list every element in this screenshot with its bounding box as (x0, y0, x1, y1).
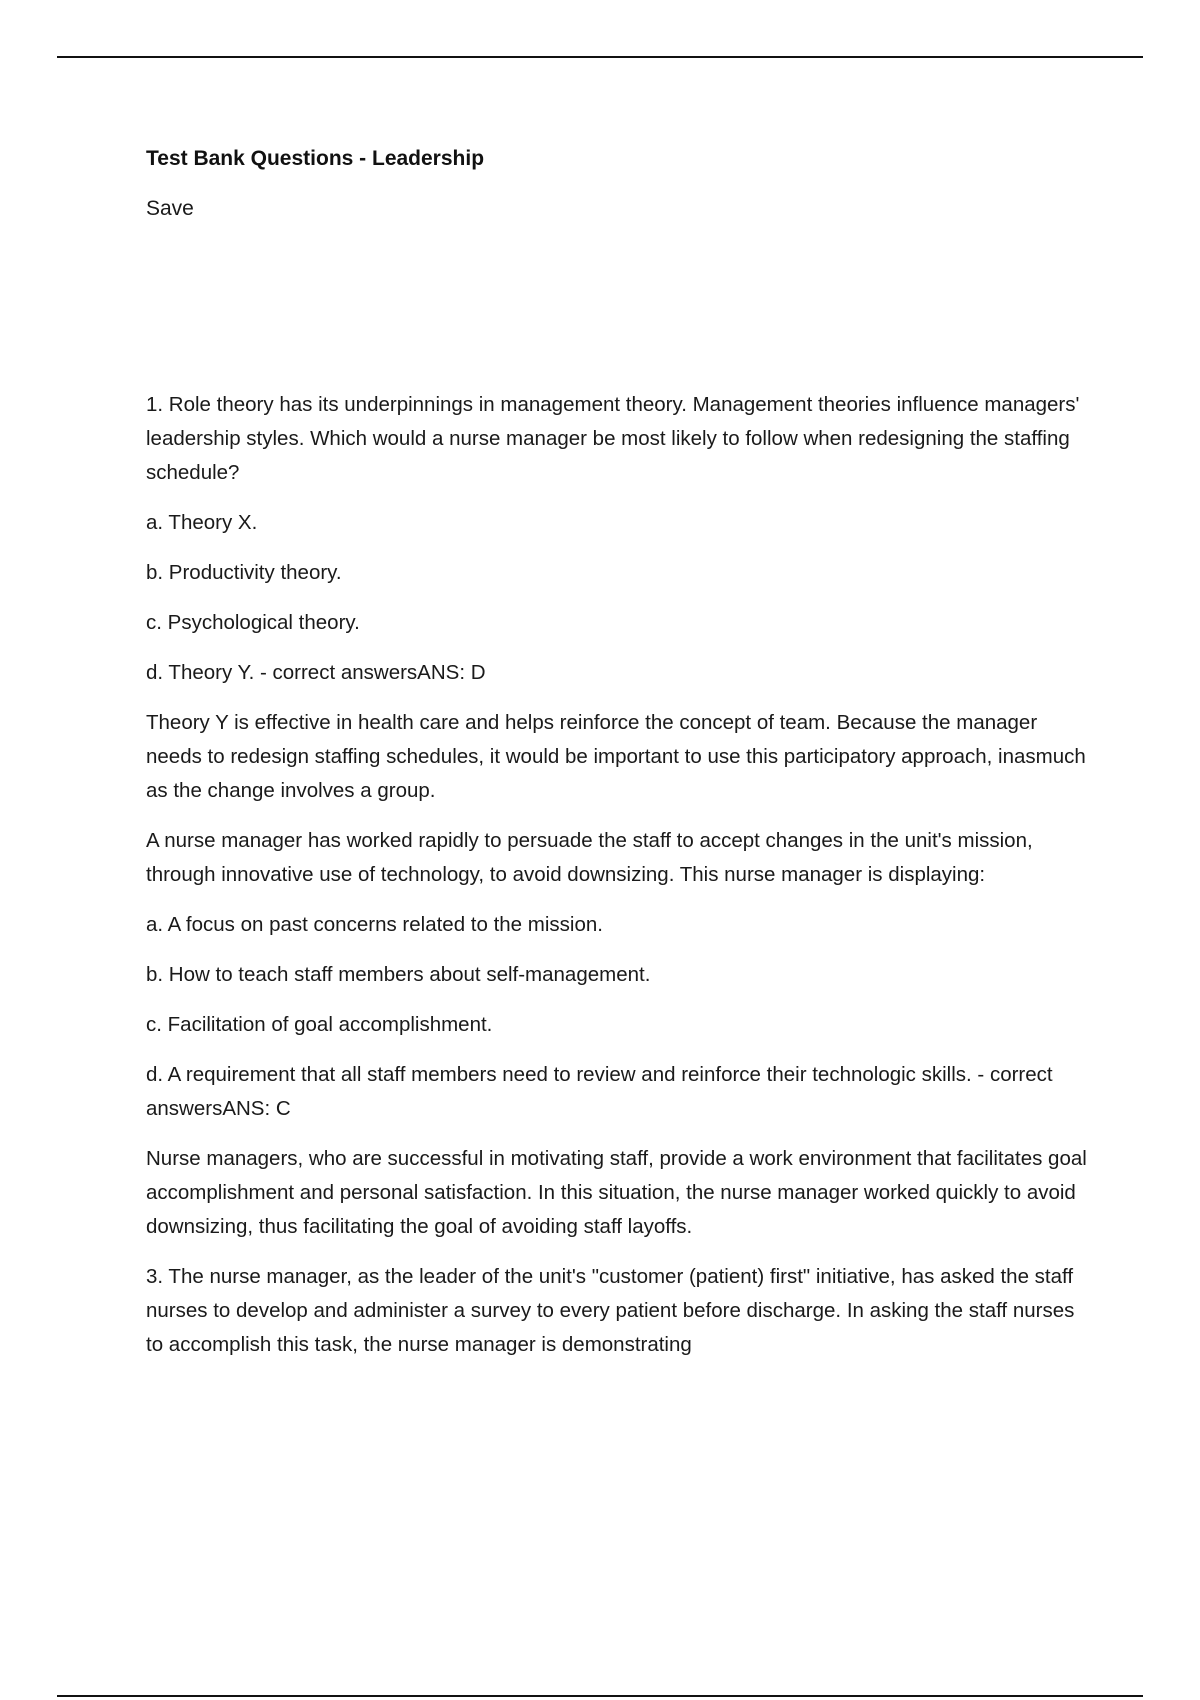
document-body (146, 144, 1096, 1378)
question-3-stem: 3. The nurse manager, as the leader of the unit's "customer (patient) first" initiative, has asked the staff nurses to develop and administer a survey to every patient before discharge. In asking the staff nurses to accomplish this task, the nurse manager is demonstrating (146, 1265, 1075, 1356)
question-2-option-d-answer: d. A requirement that all staff members need to review and reinforce their technologic skills. - correct answersANS: C (146, 1063, 1053, 1120)
bottom-divider (57, 1695, 1143, 1697)
question-1-option-c: c. Psychological theory. (146, 611, 360, 634)
question-2-rationale: Nurse managers, who are successful in motivating staff, provide a work environment that facilitates goal accomplishment and personal satisfaction. In this situation, the nurse manager worked quickly to avoid downsizing, thus facilitating the goal of avoiding staff layoffs. (146, 1147, 1087, 1238)
save-link[interactable]: Save (146, 197, 194, 220)
question-1-stem: 1. Role theory has its underpinnings in management theory. Management theories influence managers' leadership styles. Which would a nurse manager be most likely to follow when redesigning the staffing schedule? (146, 393, 1080, 484)
question-1-option-b: b. Productivity theory. (146, 561, 342, 584)
question-2-option-b: b. How to teach staff members about self-management. (146, 963, 651, 986)
question-2-option-a: a. A focus on past concerns related to the mission. (146, 913, 603, 936)
blank-space (146, 224, 1096, 388)
question-1-option-d-answer: d. Theory Y. - correct answersANS: D (146, 661, 486, 684)
question-2-stem: A nurse manager has worked rapidly to persuade the staff to accept changes in the unit's mission, through innovative use of technology, to avoid downsizing. This nurse manager is displaying: (146, 829, 1033, 886)
question-2-option-c: c. Facilitation of goal accomplishment. (146, 1013, 493, 1036)
question-1-rationale: Theory Y is effective in health care and helps reinforce the concept of team. Because the manager needs to redesign staffing schedules, it would be important to use this participatory approach, inasmuch as the change involves a group. (146, 711, 1086, 802)
document-title: Test Bank Questions - Leadership (146, 147, 485, 170)
top-divider (57, 56, 1143, 58)
question-1-option-a: a. Theory X. (146, 511, 258, 534)
